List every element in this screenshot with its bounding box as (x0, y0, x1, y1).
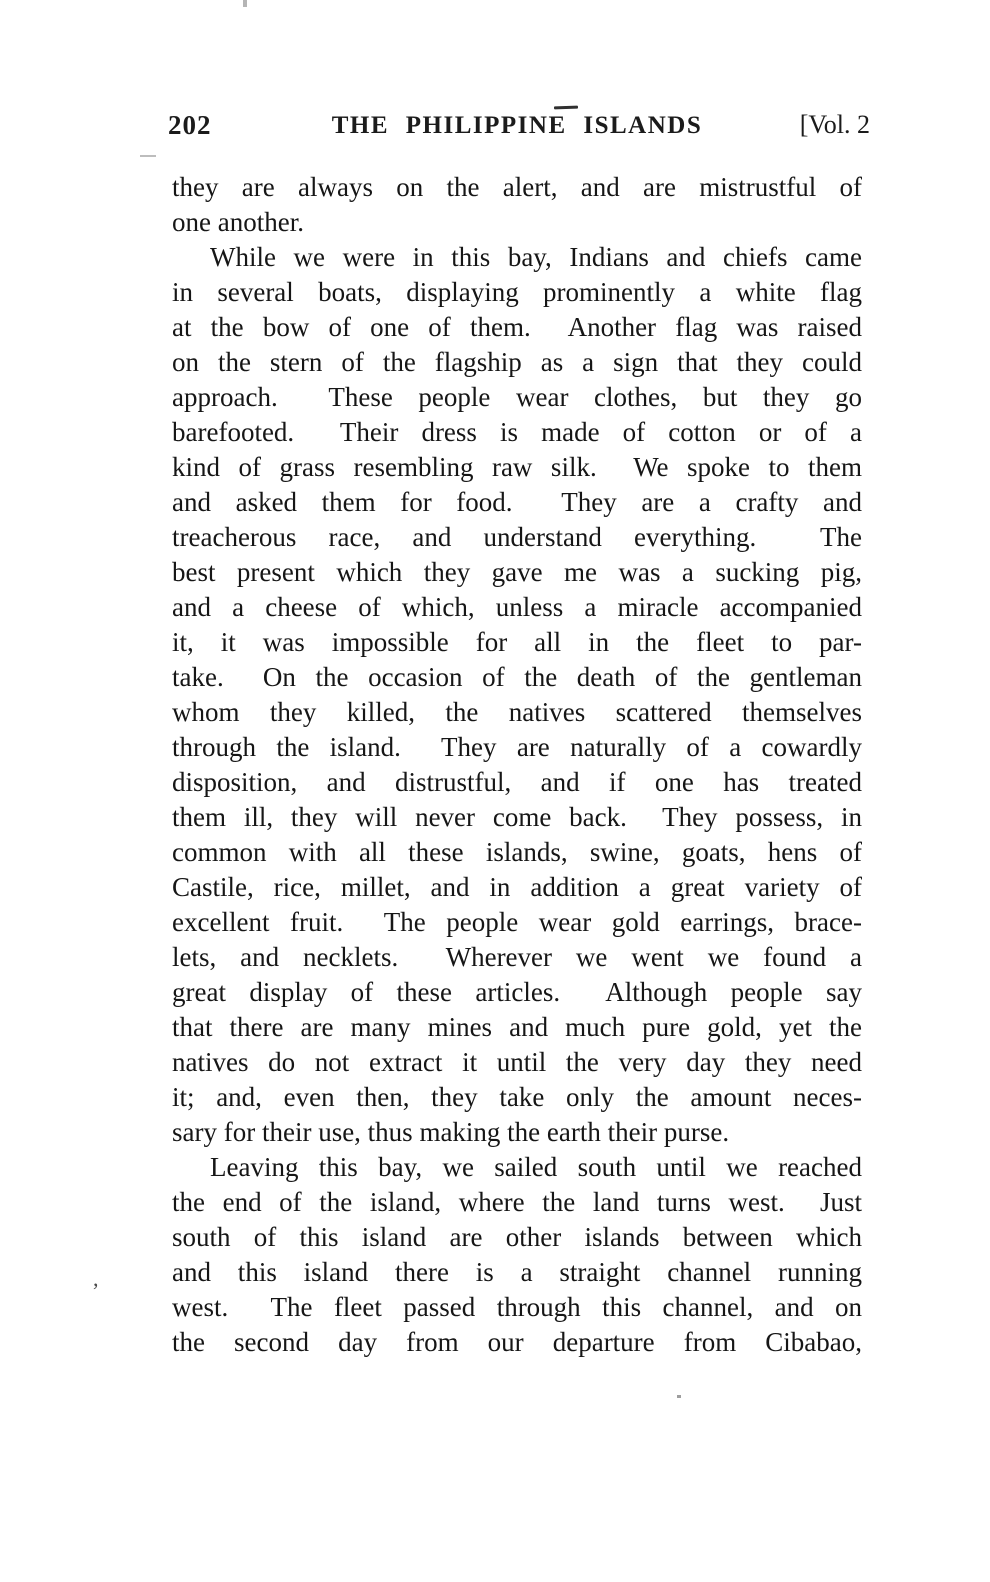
text-line: and asked them for food. They are a crafty and (172, 487, 862, 517)
text-line: sary for their use, thus making the earth their purse. (172, 1117, 730, 1147)
text-line: and this island there is a straight channel running (172, 1257, 862, 1287)
text-line: the second day from our departure from Cibabao, (172, 1327, 862, 1357)
text-line: Castile, rice, millet, and in addition a great variety of (172, 872, 862, 902)
text-line: excellent fruit. The people wear gold earrings, brace- (172, 907, 862, 937)
text-line: in several boats, displaying prominently a white flag (172, 277, 862, 307)
scan-artifact-macron (554, 106, 578, 110)
paragraph (172, 170, 862, 240)
text-line: and a cheese of which, unless a miracle accompanied (172, 592, 862, 622)
text-line: treacherous race, and understand everything. The (172, 522, 862, 552)
text-line: south of this island are other islands between which (172, 1222, 862, 1252)
scan-artifact-comma: , (93, 1266, 99, 1291)
text-line: on the stern of the flagship as a sign that they could (172, 347, 862, 377)
text-line: lets, and necklets. Wherever we went we found a (172, 942, 862, 972)
text-line: kind of grass resembling raw silk. We spoke to them (172, 452, 862, 482)
running-title: THE PHILIPPINE ISLANDS (331, 112, 703, 139)
text-line: it; and, even then, they take only the amount neces- (172, 1082, 862, 1112)
text-line: While we were in this bay, Indians and chiefs came (210, 242, 862, 272)
text-line: at the bow of one of them. Another flag was raised (172, 312, 862, 342)
text-line: disposition, and distrustful, and if one has treated (172, 767, 862, 797)
scan-artifact-speck-top (243, 0, 247, 7)
page-body (172, 170, 862, 1360)
text-line: it, it was impossible for all in the fleet to par- (172, 627, 862, 657)
text-line: they are always on the alert, and are mistrustful of (172, 172, 862, 202)
text-line: common with all these islands, swine, goats, hens of (172, 837, 862, 867)
text-line: take. On the occasion of the death of the gentleman (172, 662, 862, 692)
text-line: one another. (172, 207, 304, 237)
paragraph (172, 1150, 862, 1360)
text-line: them ill, they will never come back. They possess, in (172, 802, 862, 832)
text-line: the end of the island, where the land turns west. Just (172, 1187, 862, 1217)
page-number: 202 (168, 110, 212, 140)
text-line: natives do not extract it until the very day they need (172, 1047, 862, 1077)
text-line: west. The fleet passed through this channel, and on (172, 1292, 862, 1322)
text-line: through the island. They are naturally of a cowardly (172, 732, 862, 762)
text-line: Leaving this bay, we sailed south until we reached (210, 1152, 862, 1182)
text-line: great display of these articles. Although people say (172, 977, 862, 1007)
text-line: best present which they gave me was a sucking pig, (172, 557, 862, 587)
text-line: barefooted. Their dress is made of cotton or of a (172, 417, 862, 447)
text-line: approach. These people wear clothes, but they go (172, 382, 862, 412)
paragraph (172, 240, 862, 1150)
scan-artifact-speck-bottom (677, 1395, 681, 1398)
text-line: that there are many mines and much pure gold, yet the (172, 1012, 862, 1042)
volume-label: [Vol. 2 (799, 110, 870, 139)
text-line: whom they killed, the natives scattered themselves (172, 697, 862, 727)
scan-artifact-dash (140, 155, 156, 157)
